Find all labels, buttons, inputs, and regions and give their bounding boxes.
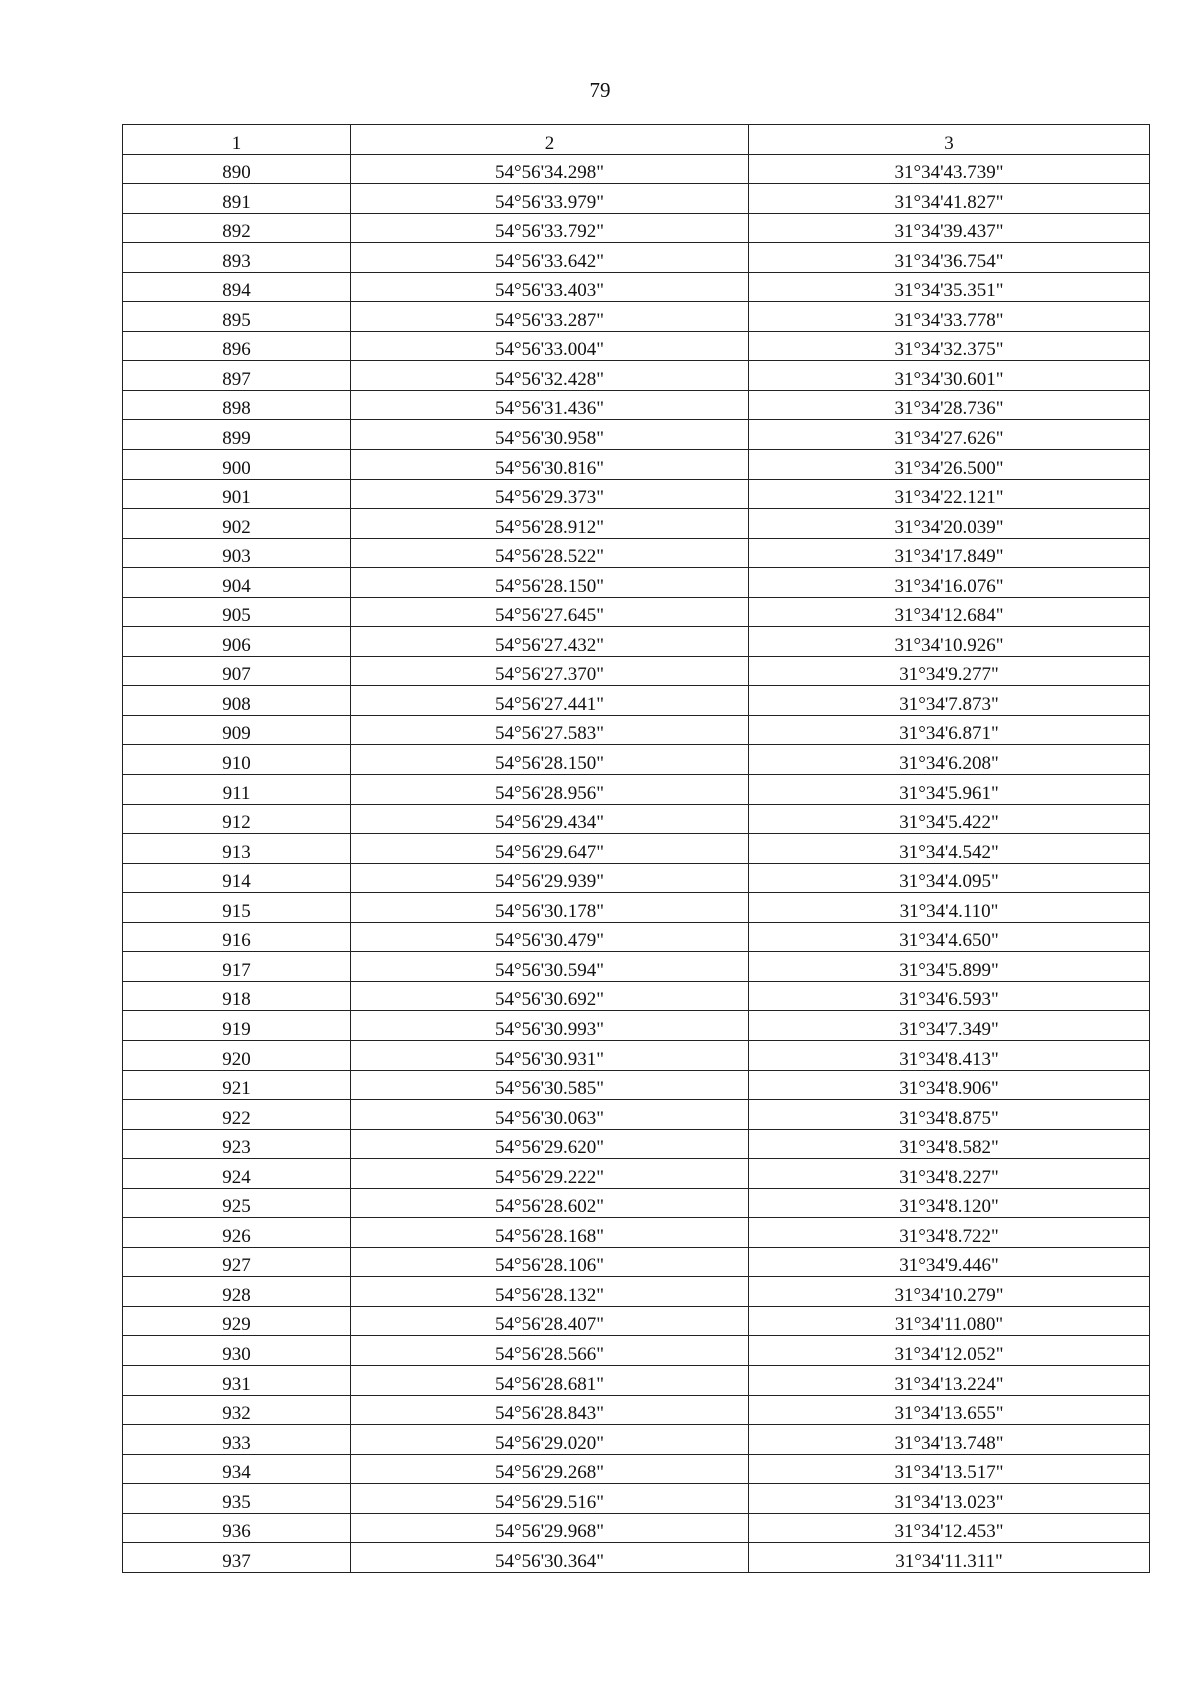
point-number-cell: 918 <box>123 981 351 1011</box>
longitude-cell: 31°34'12.052" <box>749 1336 1150 1366</box>
point-number-cell: 908 <box>123 686 351 716</box>
latitude-cell: 54°56'29.373" <box>351 479 749 509</box>
latitude-cell: 54°56'30.594" <box>351 952 749 982</box>
latitude-cell: 54°56'28.956" <box>351 775 749 805</box>
longitude-cell: 31°34'8.722" <box>749 1218 1150 1248</box>
latitude-cell: 54°56'28.681" <box>351 1365 749 1395</box>
latitude-cell: 54°56'28.106" <box>351 1247 749 1277</box>
latitude-cell: 54°56'27.432" <box>351 627 749 657</box>
longitude-cell: 31°34'28.736" <box>749 390 1150 420</box>
latitude-cell: 54°56'31.436" <box>351 390 749 420</box>
point-number-cell: 926 <box>123 1218 351 1248</box>
table-row <box>123 1011 1150 1041</box>
point-number-cell: 936 <box>123 1513 351 1543</box>
latitude-cell: 54°56'30.993" <box>351 1011 749 1041</box>
latitude-cell: 54°56'33.979" <box>351 184 749 214</box>
point-number-cell: 922 <box>123 1100 351 1130</box>
point-number-cell: 915 <box>123 893 351 923</box>
longitude-cell: 31°34'8.227" <box>749 1159 1150 1189</box>
latitude-cell: 54°56'33.792" <box>351 213 749 243</box>
latitude-cell: 54°56'29.647" <box>351 834 749 864</box>
latitude-cell: 54°56'28.168" <box>351 1218 749 1248</box>
point-number-cell: 933 <box>123 1425 351 1455</box>
point-number-cell: 909 <box>123 715 351 745</box>
table-row <box>123 509 1150 539</box>
longitude-cell: 31°34'8.582" <box>749 1129 1150 1159</box>
latitude-cell: 54°56'27.441" <box>351 686 749 716</box>
table-row <box>123 627 1150 657</box>
point-number-cell: 903 <box>123 538 351 568</box>
table-row <box>123 1336 1150 1366</box>
table-row <box>123 1306 1150 1336</box>
longitude-cell: 31°34'26.500" <box>749 450 1150 480</box>
coordinates-table <box>122 124 1150 1573</box>
point-number-cell: 912 <box>123 804 351 834</box>
latitude-cell: 54°56'30.816" <box>351 450 749 480</box>
point-number-cell: 905 <box>123 597 351 627</box>
longitude-cell: 31°34'27.626" <box>749 420 1150 450</box>
latitude-cell: 54°56'30.364" <box>351 1543 749 1573</box>
longitude-cell: 31°34'22.121" <box>749 479 1150 509</box>
point-number-cell: 919 <box>123 1011 351 1041</box>
table-row <box>123 420 1150 450</box>
point-number-cell: 935 <box>123 1484 351 1514</box>
table-row <box>123 863 1150 893</box>
point-number-cell: 897 <box>123 361 351 391</box>
longitude-cell: 31°34'8.120" <box>749 1188 1150 1218</box>
latitude-cell: 54°56'30.178" <box>351 893 749 923</box>
table-row <box>123 1188 1150 1218</box>
table-row <box>123 1484 1150 1514</box>
table-row <box>123 302 1150 332</box>
longitude-cell: 31°34'9.277" <box>749 656 1150 686</box>
point-number-cell: 916 <box>123 922 351 952</box>
latitude-cell: 54°56'29.620" <box>351 1129 749 1159</box>
table-row <box>123 834 1150 864</box>
latitude-cell: 54°56'30.479" <box>351 922 749 952</box>
latitude-cell: 54°56'33.642" <box>351 243 749 273</box>
latitude-cell: 54°56'28.602" <box>351 1188 749 1218</box>
longitude-cell: 31°34'20.039" <box>749 509 1150 539</box>
longitude-cell: 31°34'13.224" <box>749 1365 1150 1395</box>
longitude-cell: 31°34'13.517" <box>749 1454 1150 1484</box>
latitude-cell: 54°56'28.843" <box>351 1395 749 1425</box>
latitude-cell: 54°56'29.516" <box>351 1484 749 1514</box>
table-row <box>123 597 1150 627</box>
table-row <box>123 981 1150 1011</box>
latitude-cell: 54°56'28.522" <box>351 538 749 568</box>
point-number-cell: 923 <box>123 1129 351 1159</box>
latitude-cell: 54°56'29.968" <box>351 1513 749 1543</box>
table-row <box>123 272 1150 302</box>
table-row <box>123 1454 1150 1484</box>
longitude-cell: 31°34'5.422" <box>749 804 1150 834</box>
point-number-cell: 892 <box>123 213 351 243</box>
column-header-1: 1 <box>123 125 351 155</box>
point-number-cell: 896 <box>123 331 351 361</box>
table-row <box>123 1365 1150 1395</box>
point-number-cell: 934 <box>123 1454 351 1484</box>
longitude-cell: 31°34'39.437" <box>749 213 1150 243</box>
point-number-cell: 914 <box>123 863 351 893</box>
longitude-cell: 31°34'13.655" <box>749 1395 1150 1425</box>
point-number-cell: 907 <box>123 656 351 686</box>
table-row <box>123 1159 1150 1189</box>
longitude-cell: 31°34'8.875" <box>749 1100 1150 1130</box>
point-number-cell: 929 <box>123 1306 351 1336</box>
longitude-cell: 31°34'12.453" <box>749 1513 1150 1543</box>
longitude-cell: 31°34'11.080" <box>749 1306 1150 1336</box>
longitude-cell: 31°34'32.375" <box>749 331 1150 361</box>
latitude-cell: 54°56'30.931" <box>351 1040 749 1070</box>
longitude-cell: 31°34'17.849" <box>749 538 1150 568</box>
point-number-cell: 906 <box>123 627 351 657</box>
longitude-cell: 31°34'6.871" <box>749 715 1150 745</box>
table-body <box>123 154 1150 1572</box>
point-number-cell: 937 <box>123 1543 351 1573</box>
longitude-cell: 31°34'4.542" <box>749 834 1150 864</box>
latitude-cell: 54°56'28.150" <box>351 745 749 775</box>
point-number-cell: 931 <box>123 1365 351 1395</box>
table-row <box>123 1247 1150 1277</box>
table-row <box>123 154 1150 184</box>
latitude-cell: 54°56'29.434" <box>351 804 749 834</box>
column-header-2: 2 <box>351 125 749 155</box>
longitude-cell: 31°34'10.279" <box>749 1277 1150 1307</box>
header-row <box>123 125 1150 155</box>
column-header-3: 3 <box>749 125 1150 155</box>
table-row <box>123 1129 1150 1159</box>
point-number-cell: 895 <box>123 302 351 332</box>
latitude-cell: 54°56'33.403" <box>351 272 749 302</box>
table-row <box>123 213 1150 243</box>
table-row <box>123 568 1150 598</box>
point-number-cell: 901 <box>123 479 351 509</box>
point-number-cell: 928 <box>123 1277 351 1307</box>
longitude-cell: 31°34'30.601" <box>749 361 1150 391</box>
table-row <box>123 745 1150 775</box>
point-number-cell: 921 <box>123 1070 351 1100</box>
latitude-cell: 54°56'29.222" <box>351 1159 749 1189</box>
point-number-cell: 910 <box>123 745 351 775</box>
point-number-cell: 898 <box>123 390 351 420</box>
longitude-cell: 31°34'36.754" <box>749 243 1150 273</box>
table-row <box>123 775 1150 805</box>
longitude-cell: 31°34'10.926" <box>749 627 1150 657</box>
longitude-cell: 31°34'43.739" <box>749 154 1150 184</box>
latitude-cell: 54°56'33.287" <box>351 302 749 332</box>
latitude-cell: 54°56'32.428" <box>351 361 749 391</box>
table-row <box>123 1277 1150 1307</box>
table-row <box>123 656 1150 686</box>
longitude-cell: 31°34'4.095" <box>749 863 1150 893</box>
longitude-cell: 31°34'4.110" <box>749 893 1150 923</box>
point-number-cell: 927 <box>123 1247 351 1277</box>
longitude-cell: 31°34'8.906" <box>749 1070 1150 1100</box>
longitude-cell: 31°34'6.208" <box>749 745 1150 775</box>
latitude-cell: 54°56'28.150" <box>351 568 749 598</box>
latitude-cell: 54°56'34.298" <box>351 154 749 184</box>
point-number-cell: 917 <box>123 952 351 982</box>
latitude-cell: 54°56'27.583" <box>351 715 749 745</box>
point-number-cell: 891 <box>123 184 351 214</box>
longitude-cell: 31°34'41.827" <box>749 184 1150 214</box>
longitude-cell: 31°34'5.961" <box>749 775 1150 805</box>
table-row <box>123 390 1150 420</box>
longitude-cell: 31°34'16.076" <box>749 568 1150 598</box>
latitude-cell: 54°56'28.132" <box>351 1277 749 1307</box>
latitude-cell: 54°56'30.063" <box>351 1100 749 1130</box>
table-row <box>123 922 1150 952</box>
point-number-cell: 893 <box>123 243 351 273</box>
point-number-cell: 911 <box>123 775 351 805</box>
table-row <box>123 1070 1150 1100</box>
table-header <box>123 125 1150 155</box>
longitude-cell: 31°34'6.593" <box>749 981 1150 1011</box>
table-row <box>123 715 1150 745</box>
longitude-cell: 31°34'12.684" <box>749 597 1150 627</box>
longitude-cell: 31°34'33.778" <box>749 302 1150 332</box>
page-number: 79 <box>589 78 611 102</box>
longitude-cell: 31°34'7.873" <box>749 686 1150 716</box>
latitude-cell: 54°56'29.020" <box>351 1425 749 1455</box>
table-row <box>123 1100 1150 1130</box>
table-row <box>123 479 1150 509</box>
table-row <box>123 331 1150 361</box>
longitude-cell: 31°34'5.899" <box>749 952 1150 982</box>
latitude-cell: 54°56'28.912" <box>351 509 749 539</box>
latitude-cell: 54°56'30.692" <box>351 981 749 1011</box>
latitude-cell: 54°56'27.645" <box>351 597 749 627</box>
point-number-cell: 902 <box>123 509 351 539</box>
point-number-cell: 925 <box>123 1188 351 1218</box>
latitude-cell: 54°56'29.268" <box>351 1454 749 1484</box>
latitude-cell: 54°56'28.566" <box>351 1336 749 1366</box>
point-number-cell: 900 <box>123 450 351 480</box>
latitude-cell: 54°56'28.407" <box>351 1306 749 1336</box>
point-number-cell: 920 <box>123 1040 351 1070</box>
table-row <box>123 538 1150 568</box>
table-row <box>123 952 1150 982</box>
longitude-cell: 31°34'8.413" <box>749 1040 1150 1070</box>
table-row <box>123 1425 1150 1455</box>
longitude-cell: 31°34'7.349" <box>749 1011 1150 1041</box>
point-number-cell: 913 <box>123 834 351 864</box>
latitude-cell: 54°56'27.370" <box>351 656 749 686</box>
latitude-cell: 54°56'33.004" <box>351 331 749 361</box>
point-number-cell: 890 <box>123 154 351 184</box>
table-row <box>123 893 1150 923</box>
table-row <box>123 243 1150 273</box>
table-row <box>123 450 1150 480</box>
longitude-cell: 31°34'35.351" <box>749 272 1150 302</box>
point-number-cell: 930 <box>123 1336 351 1366</box>
point-number-cell: 894 <box>123 272 351 302</box>
longitude-cell: 31°34'4.650" <box>749 922 1150 952</box>
table-row <box>123 686 1150 716</box>
table-row <box>123 1543 1150 1573</box>
point-number-cell: 924 <box>123 1159 351 1189</box>
latitude-cell: 54°56'30.958" <box>351 420 749 450</box>
table-row <box>123 1040 1150 1070</box>
table-row <box>123 804 1150 834</box>
longitude-cell: 31°34'9.446" <box>749 1247 1150 1277</box>
table-row <box>123 1395 1150 1425</box>
point-number-cell: 904 <box>123 568 351 598</box>
table-row <box>123 361 1150 391</box>
point-number-cell: 899 <box>123 420 351 450</box>
table-row <box>123 184 1150 214</box>
table-row <box>123 1513 1150 1543</box>
latitude-cell: 54°56'30.585" <box>351 1070 749 1100</box>
point-number-cell: 932 <box>123 1395 351 1425</box>
longitude-cell: 31°34'11.311" <box>749 1543 1150 1573</box>
latitude-cell: 54°56'29.939" <box>351 863 749 893</box>
longitude-cell: 31°34'13.023" <box>749 1484 1150 1514</box>
table-row <box>123 1218 1150 1248</box>
longitude-cell: 31°34'13.748" <box>749 1425 1150 1455</box>
